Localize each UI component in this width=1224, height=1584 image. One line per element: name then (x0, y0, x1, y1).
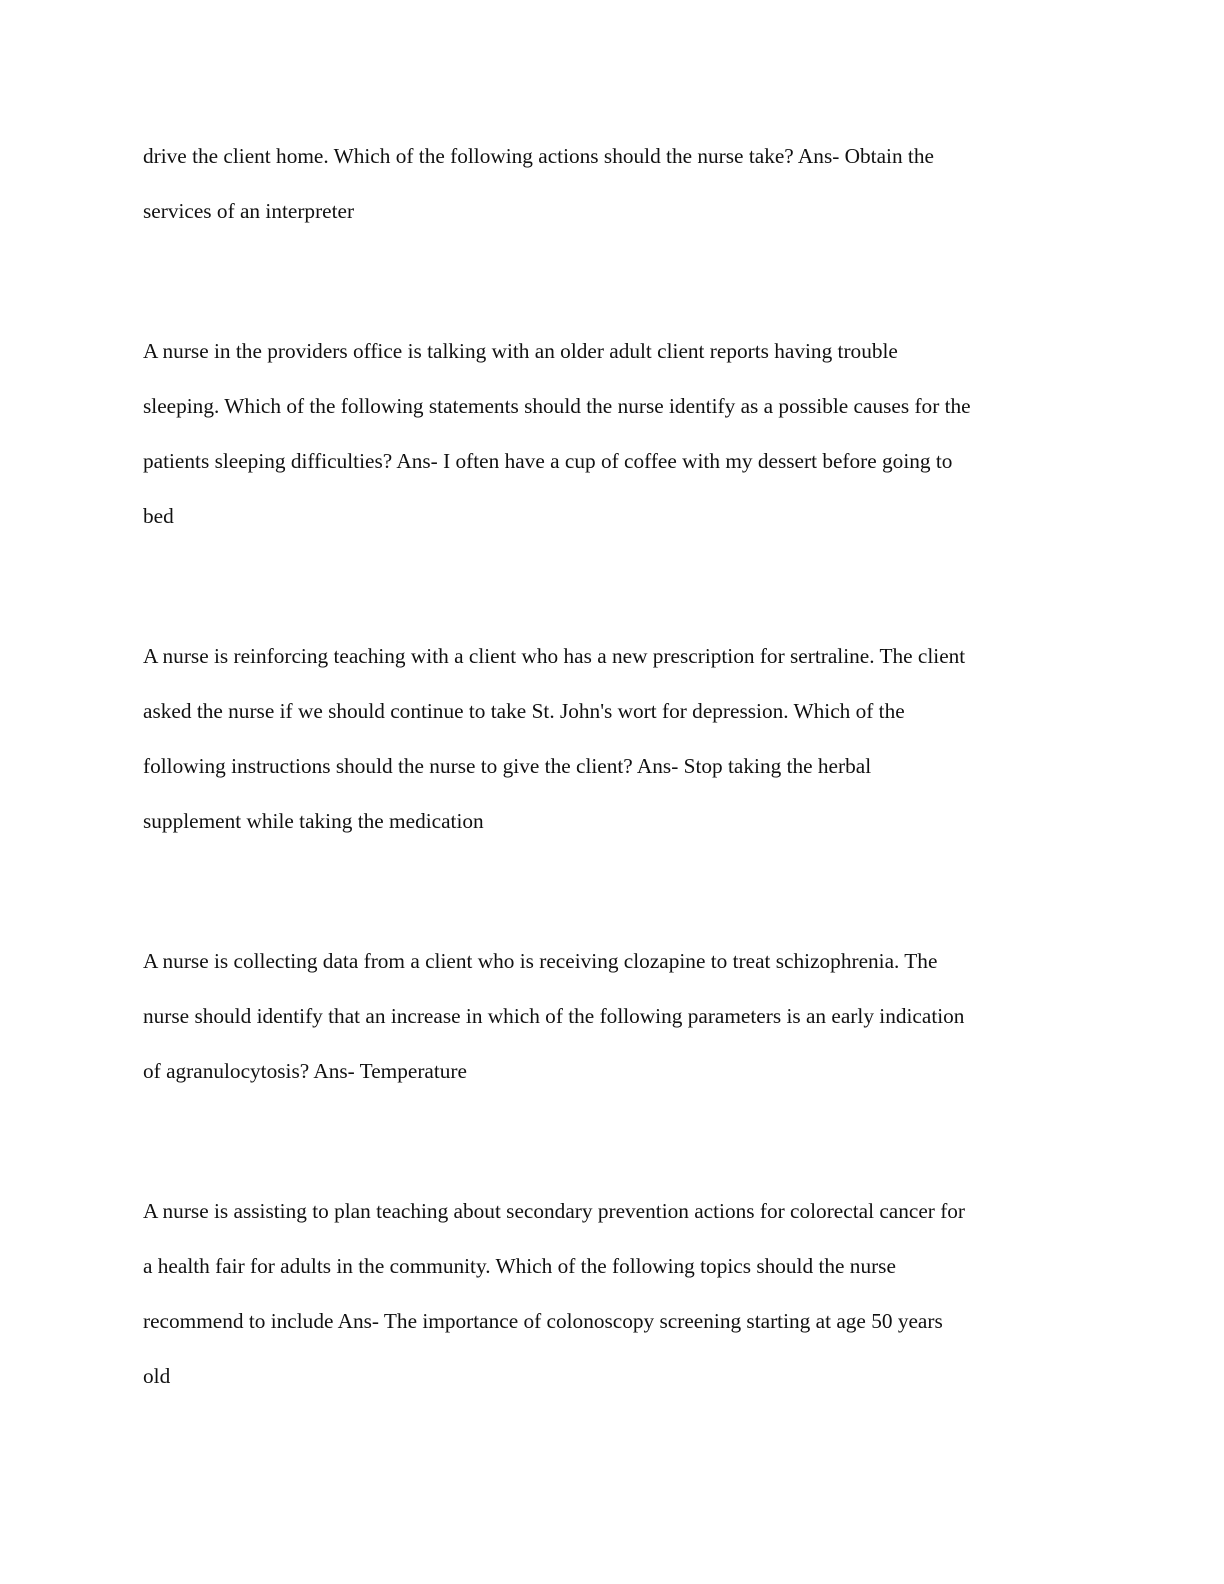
paragraph-line: nurse should identify that an increase in which of the following parameters is an early indication (143, 1004, 965, 1028)
paragraph-line: patients sleeping difficulties? Ans- I often have a cup of coffee with my dessert before going to (143, 449, 953, 473)
paragraph-line: recommend to include Ans- The importance of colonoscopy screening starting at age 50 years (143, 1309, 943, 1333)
paragraph-line: A nurse in the providers office is talking with an older adult client reports having trouble (143, 339, 898, 363)
paragraph-line: A nurse is collecting data from a client who is receiving clozapine to treat schizophrenia. The (143, 949, 938, 973)
paragraph-line: old (143, 1364, 171, 1388)
paragraph-line: A nurse is assisting to plan teaching about secondary prevention actions for colorectal cancer for (143, 1199, 966, 1223)
paragraph-line: drive the client home. Which of the following actions should the nurse take? Ans- Obtain the (143, 144, 934, 168)
paragraph-line: following instructions should the nurse to give the client? Ans- Stop taking the herbal (143, 754, 872, 778)
paragraph-line: bed (143, 504, 174, 528)
paragraph-line: A nurse is reinforcing teaching with a client who has a new prescription for sertraline. The client (143, 644, 966, 668)
paragraph-line: services of an interpreter (143, 199, 355, 223)
paragraph-line: sleeping. Which of the following statements should the nurse identify as a possible causes for the (143, 394, 971, 418)
paragraph-line: supplement while taking the medication (143, 809, 484, 833)
paragraph-line: asked the nurse if we should continue to take St. John's wort for depression. Which of the (143, 699, 905, 723)
paragraph-line: a health fair for adults in the community. Which of the following topics should the nurse (143, 1254, 896, 1278)
paragraph-line: of agranulocytosis? Ans- Temperature (143, 1059, 467, 1083)
